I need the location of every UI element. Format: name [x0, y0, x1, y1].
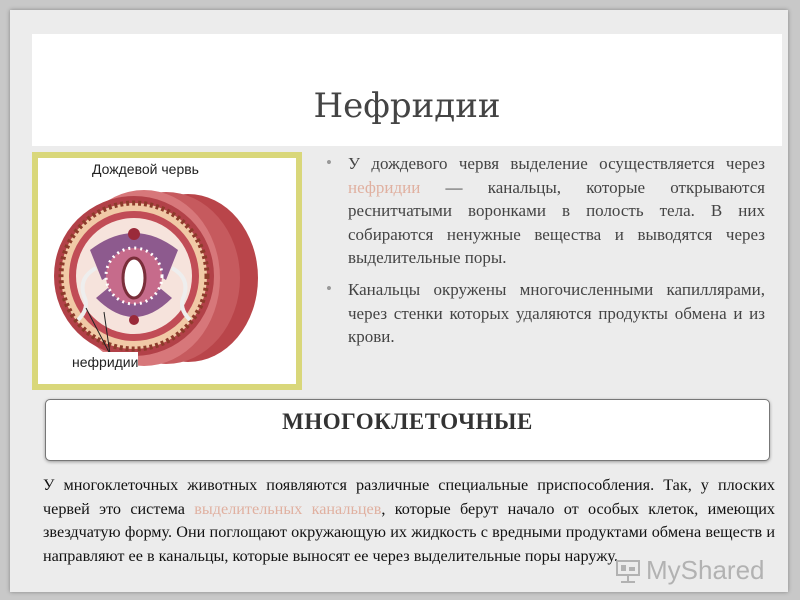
title-panel	[32, 34, 782, 146]
worm-ventral-vessel	[129, 315, 139, 325]
bullet-2-text: Канальцы окружены многочисленными капиллярами, через стенки которых удаляются продукты обмена и из крови.	[348, 279, 765, 347]
worm-intestine-lumen	[123, 258, 145, 298]
section-banner	[45, 399, 770, 461]
bullet-1-highlight: нефридии	[348, 177, 421, 197]
figure-title-label: Дождевой червь	[92, 161, 199, 177]
bullet-marker: •	[326, 278, 332, 298]
bullet-item-2	[320, 278, 765, 349]
bullet-item-1	[320, 152, 765, 270]
bullet-1-text-before: У дождевого червя выделение осуществляется через	[348, 154, 765, 173]
worm-figure	[32, 152, 302, 390]
worm-dorsal-vessel	[128, 228, 140, 240]
section-banner-title: МНОГОКЛЕТОЧНЫЕ	[282, 409, 533, 434]
slide-title: Нефридии	[313, 86, 501, 126]
bullet-list	[320, 152, 765, 357]
paragraph-text-after: , которые берут начало от особых клеток, имеющих звездчатую форму. Они поглощают окружающую их жидкость с вредными продуктами обмена веществ и направляют ее в канальцы, которые выносят ее через выделительные поры наружу.	[43, 499, 775, 565]
paragraph-text-before: У многоклеточных животных появляются различные специальные приспособления. Так, у плоских червей это система	[43, 476, 775, 518]
watermark-text: MyShared	[646, 555, 765, 585]
bullet-1-text-after: — канальцы, которые открываются реснитчатыми воронками в полость тела. В них собираются ненужные вещества и выводятся через выделительные поры.	[348, 177, 765, 268]
slide	[10, 10, 788, 592]
bullet-marker: •	[326, 153, 332, 172]
watermark	[615, 555, 765, 586]
body-paragraph	[43, 474, 775, 568]
paragraph-highlight: выделительных канальцев	[194, 499, 382, 518]
worm-cross-section-illustration	[38, 158, 296, 384]
worm-figure-canvas	[38, 158, 296, 384]
presentation-board-icon	[615, 558, 641, 584]
nephridia-label: нефридии	[72, 354, 139, 370]
